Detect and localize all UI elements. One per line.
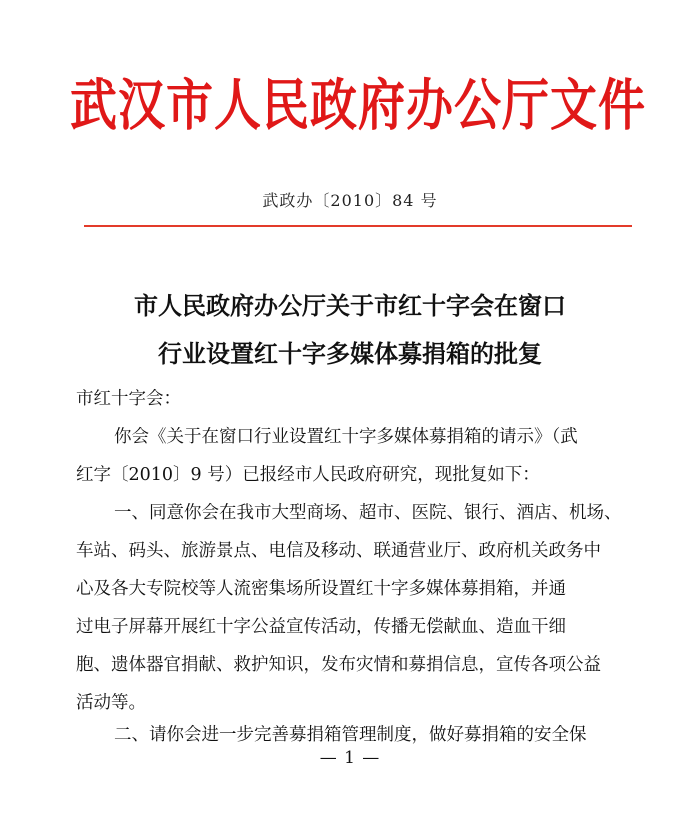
recipient-line: 市红十字会：: [76, 389, 181, 409]
body-line-1: 你会《关于在窗口行业设置红十字多媒体募捐箱的请示》（武: [114, 427, 578, 447]
body-line-8: 活动等。: [76, 693, 146, 713]
red-divider-line: [84, 225, 632, 227]
body-line-2: 红字〔2010〕9 号）已报经市人民政府研究，现批复如下：: [76, 465, 540, 485]
document-title-line-2: 行业设置红十字多媒体募捐箱的批复: [158, 340, 542, 368]
masthead-title: 武汉市人民政府办公厅文件: [70, 73, 646, 139]
body-line-5: 心及各大专院校等人流密集场所设置红十字多媒体募捐箱，并通: [76, 579, 566, 599]
body-line-6: 过电子屏幕开展红十字公益宣传活动，传播无偿献血、造血干细: [76, 617, 566, 637]
body-line-9: 二、请你会进一步完善募捐箱管理制度，做好募捐箱的安全保: [114, 725, 587, 745]
page-number: — 1 —: [319, 748, 381, 768]
body-line-3: 一、同意你会在我市大型商场、超市、医院、银行、酒店、机场、: [114, 503, 622, 523]
document-title-line-1: 市人民政府办公厅关于市红十字会在窗口: [134, 292, 566, 320]
body-line-4: 车站、码头、旅游景点、电信及移动、联通营业厅、政府机关政务中: [76, 541, 601, 561]
body-line-7: 胞、遗体器官捐献、救护知识，发布灾情和募捐信息，宣传各项公益: [76, 655, 601, 675]
document-number: 武政办〔2010〕84 号: [262, 191, 438, 210]
